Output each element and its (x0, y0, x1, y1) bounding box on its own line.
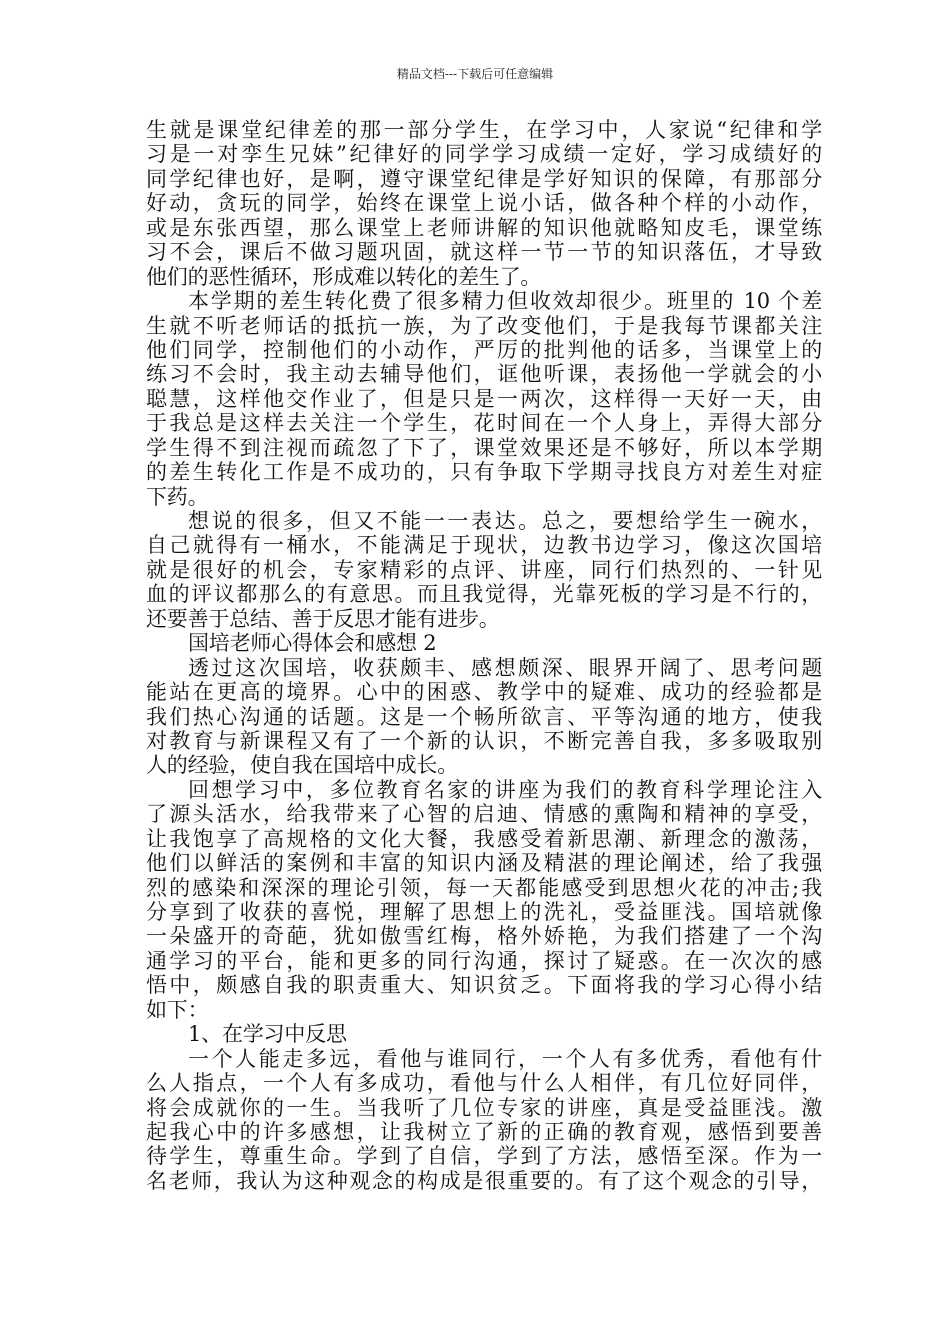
text-line: 名老师，我认为这种观念的构成是很重要的。有了这个观念的引导， (146, 1168, 822, 1193)
text-line: 待学生，尊重生命。学到了自信，学到了方法，感悟至深。作为一 (146, 1144, 822, 1169)
text-line: 他们的恶性循环，形成难以转化的差生了。 (146, 264, 542, 289)
text-line: 烈的感染和深深的理论引领，每一天都能感受到思想火花的冲击;我 (146, 875, 822, 900)
text-line: 他们同学，控制他们的小动作，严厉的批判他的话多，当课堂上的 (146, 337, 822, 362)
text-line: 1、在学习中反思 (188, 1022, 347, 1047)
text-line: 通学习的平台，能和更多的同行沟通，探讨了疑惑。在一次次的感 (146, 948, 822, 973)
text-line: 聪慧，这样他交作业了，但是只是一两次，这样得一天好一天，由 (146, 386, 822, 411)
text-line: 习是一对孪生兄妹”纪律好的同学学习成绩一定好，学习成绩好的 (146, 142, 822, 167)
text-line: 还要善于总结、善于反思才能有进步。 (146, 606, 500, 631)
text-line: 同学纪律也好，是啊，遵守课堂纪律是学好知识的保障，有那部分 (146, 166, 822, 191)
text-line: 于我总是这样去关注一个学生，花时间在一个人身上，弄得大部分 (146, 411, 822, 436)
text-line: 生就是课堂纪律差的那一部分学生，在学习中，人家说“纪律和学 (146, 118, 822, 142)
text-line: 自己就得有一桶水，不能满足于现状，边教书边学习，像这次国培 (146, 533, 822, 558)
text-line: 一朵盛开的奇葩，犹如傲雪红梅，格外娇艳，为我们搭建了一个沟 (146, 924, 822, 949)
text-line: 如下： (146, 997, 209, 1022)
page-header: 精品文档---下载后可任意编辑 (396, 67, 554, 81)
text-line: 将会成就你的一生。当我听了几位专家的讲座，真是受益匪浅。激 (146, 1095, 822, 1120)
text-line: 一个人能走多远，看他与谁同行，一个人有多优秀，看他有什 (188, 1046, 822, 1071)
text-line: 回想学习中，多位教育名家的讲座为我们的教育科学理论注入 (188, 777, 822, 802)
text-line: 了源头活水，给我带来了心智的启迪、情感的熏陶和精神的享受， (146, 802, 822, 827)
text-line: 就是很好的机会，专家精彩的点评、讲座，同行们热烈的、一针见 (146, 557, 822, 582)
text-line: 或是东张西望，那么课堂上老师讲解的知识他就略知皮毛，课堂练 (146, 215, 822, 240)
text-line: 血的评议都那么的有意思。而且我觉得，光靠死板的学习是不行的， (146, 582, 822, 607)
text-line: 人的经验，使自我在国培中成长。 (146, 753, 458, 778)
text-line: 悟中，颇感自我的职责重大、知识贫乏。下面将我的学习心得小结 (146, 973, 822, 998)
text-line: 么人指点，一个人有多成功，看他与什么人相伴，有几位好同伴， (146, 1071, 822, 1096)
text-line: 能站在更高的境界。心中的困惑、教学中的疑难、成功的经验都是 (146, 680, 822, 705)
text-line: 我们热心沟通的话题。这是一个畅所欲言、平等沟通的地方，使我 (146, 704, 822, 729)
text-line: 下药。 (146, 484, 209, 509)
text-line: 让我饱享了高规格的文化大餐，我感受着新思潮、新理念的激荡， (146, 826, 822, 851)
text-line: 学生得不到注视而疏忽了下了，课堂效果还是不够好，所以本学期 (146, 435, 822, 460)
text-line: 对教育与新课程又有了一个新的认识，不断完善自我，多多吸取别 (146, 728, 822, 753)
text-line: 生就不听老师话的抵抗一族，为了改变他们，于是我每节课都关注 (146, 313, 822, 338)
text-line: 他们以鲜活的案例和丰富的知识内涵及精湛的理论阐述，给了我强 (146, 851, 822, 876)
text-line: 习不会，课后不做习题巩固，就这样一节一节的知识落伍，才导致 (146, 240, 822, 265)
document-body (146, 118, 822, 1193)
text-line: 的差生转化工作是不成功的，只有争取下学期寻找良方对差生对症 (146, 460, 822, 485)
text-line: 练习不会时，我主动去辅导他们，诓他听课，表扬他一学就会的小 (146, 362, 822, 387)
text-line: 想说的很多，但又不能一一表达。总之，要想给学生一碗水， (188, 509, 822, 533)
text-line: 起我心中的许多感想，让我树立了新的正确的教育观，感悟到要善 (146, 1119, 822, 1144)
text-line: 本学期的差生转化费了很多精力但收效却很少。班里的 10 个差 (188, 289, 822, 314)
text-line: 分享到了收获的喜悦，理解了思想上的洗礼，受益匪浅。国培就像 (146, 900, 822, 924)
text-line: 透过这次国培，收获颇丰、感想颇深、眼界开阔了、思考问题 (188, 655, 822, 680)
text-line: 好动，贪玩的同学，始终在课堂上说小话，做各种个样的小动作， (146, 191, 822, 216)
text-line: 国培老师心得体会和感想 2 (188, 631, 437, 656)
